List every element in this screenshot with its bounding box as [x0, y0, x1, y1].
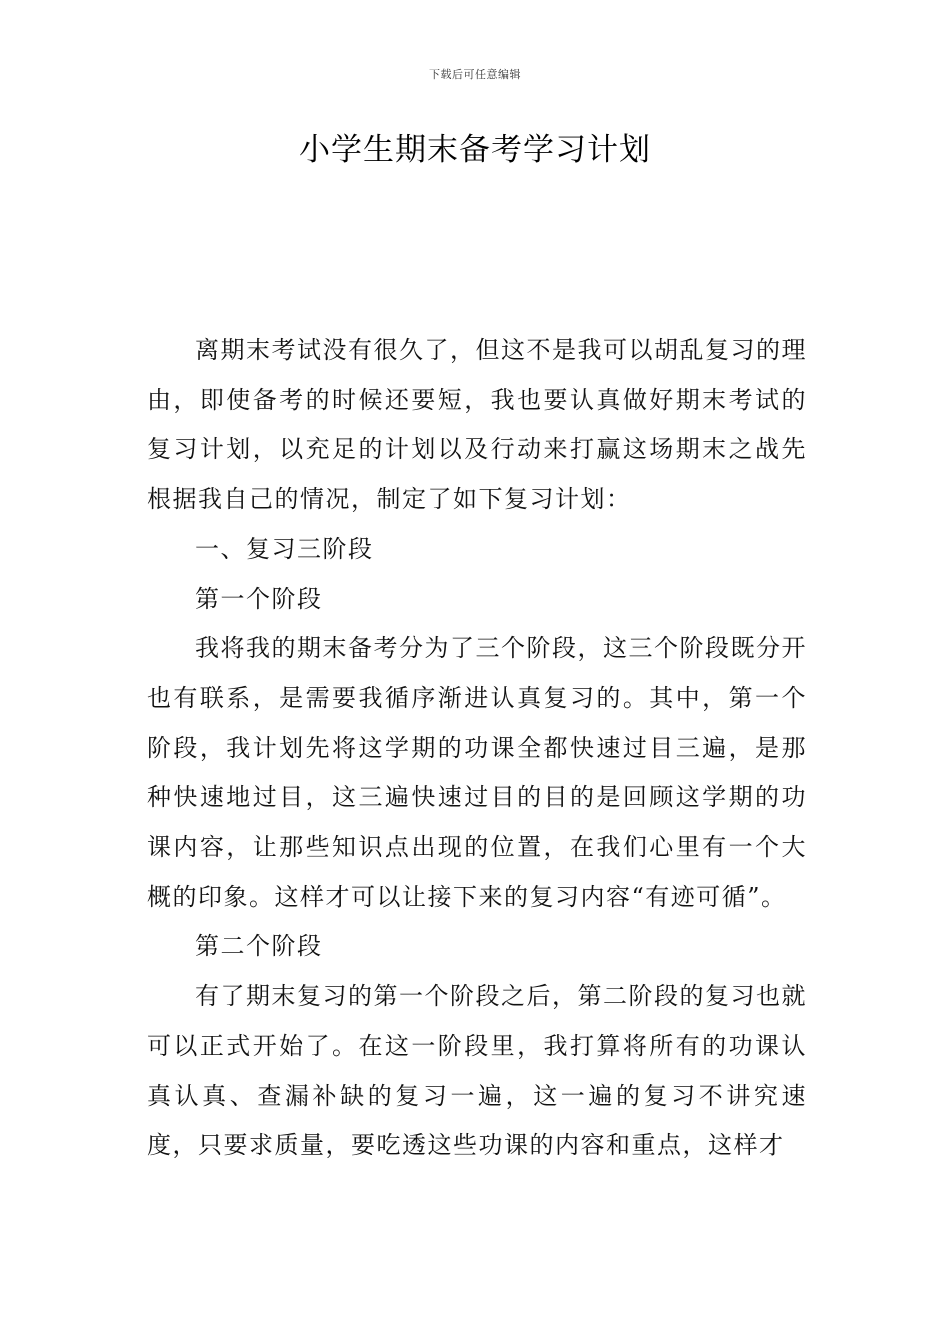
document-title: 小学生期末备考学习计划 — [299, 132, 651, 168]
paragraph-intro: 离期末考试没有很久了，但这不是我可以胡乱复习的理由，即使备考的时候还要短，我也要认真做好期末考试的复习计划，以充足的计划以及行动来打赢这场期末之战先根据我自己的情况，制定了如下复习计划： — [147, 336, 807, 514]
paragraph-stage-two: 有了期末复习的第一个阶段之后，第二阶段的复习也就可以正式开始了。在这一阶段里，我打算将所有的功课认真认真、查漏补缺的复习一遍，这一遍的复习不讲究速度，只要求质量，要吃透这些功课的内容和重点，这样才 — [147, 982, 807, 1160]
document-body — [147, 326, 807, 1171]
section-heading: 一、复习三阶段 — [195, 534, 374, 563]
header-note: 下载后可任意编辑 — [429, 68, 521, 81]
paragraph-stage-one: 我将我的期末备考分为了三个阶段，这三个阶段既分开也有联系，是需要我循序渐进认真复习的。其中，第一个阶段，我计划先将这学期的功课全都快速过目三遍，是那种快速地过目，这三遍快速过目的目的是回顾这学期的功课内容，让那些知识点出现的位置，在我们心里有一个大概的印象。这样才可以让接下来的复习内容“有迹可循”。 — [147, 634, 807, 911]
subheading-stage-two: 第二个阶段 — [195, 932, 323, 961]
subheading-stage-one: 第一个阶段 — [195, 584, 323, 613]
